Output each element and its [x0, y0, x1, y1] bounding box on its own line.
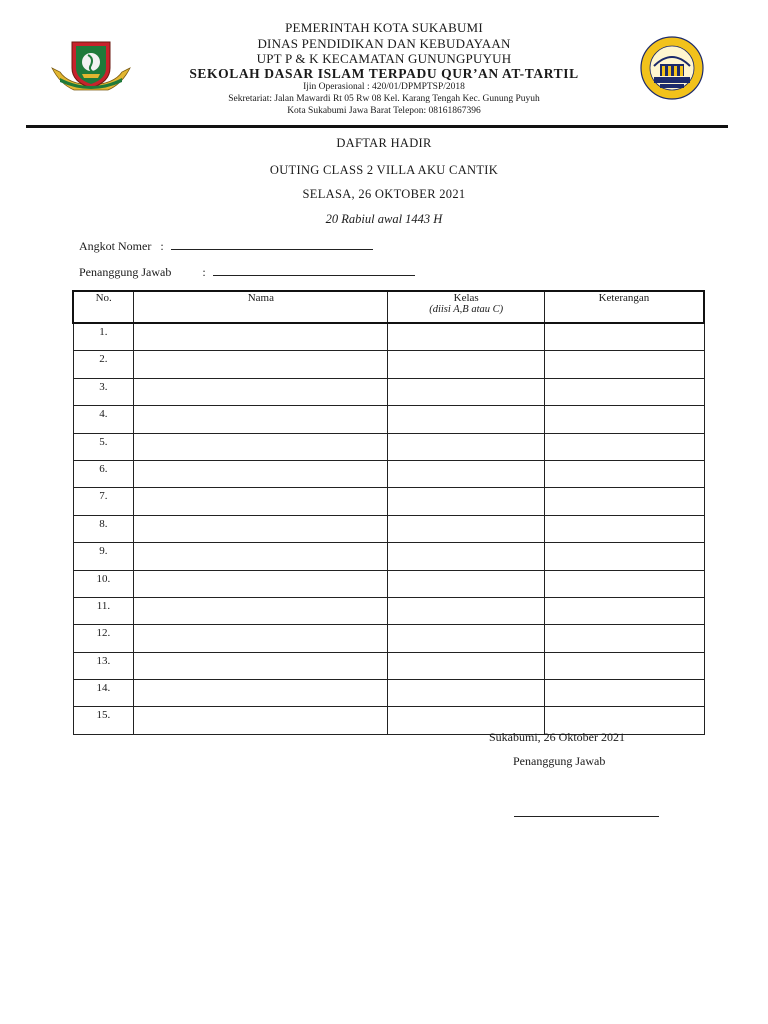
- nama-cell[interactable]: [134, 351, 388, 378]
- kelas-cell[interactable]: [388, 543, 544, 570]
- row-number: 8.: [73, 515, 134, 542]
- letterhead-school-name: SEKOLAH DASAR ISLAM TERPADU QUR’AN AT-TARTIL: [189, 66, 579, 81]
- angkot-field: [79, 239, 373, 254]
- row-number: 4.: [73, 406, 134, 433]
- letterhead-upt: UPT P & K KECAMATAN GUNUNGPUYUH: [256, 51, 512, 66]
- kelas-cell[interactable]: [388, 351, 544, 378]
- table-row: [73, 433, 704, 460]
- table-row: [73, 680, 704, 707]
- letterhead-address: Sekretariat: Jalan Mawardi Rt 05 Rw 08 Kel. Karang Tengah Kec. Gunung Puyuh: [228, 94, 540, 104]
- kelas-cell[interactable]: [388, 433, 544, 460]
- nama-cell[interactable]: [134, 323, 388, 351]
- nama-cell[interactable]: [134, 488, 388, 515]
- signature-place-date: Sukabumi, 26 Oktober 2021: [489, 730, 625, 744]
- keterangan-cell[interactable]: [544, 597, 704, 624]
- document-heading: DAFTAR HADIR: [336, 136, 432, 150]
- kelas-cell[interactable]: [388, 406, 544, 433]
- letterhead-divider: [26, 125, 728, 128]
- angkot-separator: :: [160, 239, 164, 253]
- table-row: [73, 323, 704, 351]
- nama-cell[interactable]: [134, 570, 388, 597]
- row-number: 6.: [73, 460, 134, 487]
- row-number: 1.: [73, 323, 134, 351]
- kelas-cell[interactable]: [388, 652, 544, 679]
- row-number: 13.: [73, 652, 134, 679]
- table-row: [73, 543, 704, 570]
- event-date: SELASA, 26 OKTOBER 2021: [302, 187, 466, 201]
- nama-cell[interactable]: [134, 680, 388, 707]
- angkot-blank-line[interactable]: [171, 239, 373, 250]
- nama-cell[interactable]: [134, 515, 388, 542]
- keterangan-cell[interactable]: [544, 570, 704, 597]
- letterhead-department: DINAS PENDIDIKAN DAN KEBUDAYAAN: [257, 36, 511, 51]
- kelas-cell[interactable]: [388, 625, 544, 652]
- attendance-table: [72, 290, 705, 735]
- table-row: [73, 378, 704, 405]
- table-row: [73, 460, 704, 487]
- row-number: 10.: [73, 570, 134, 597]
- letterhead-permit: Ijin Operasional : 420/01/DPMPTSP/2018: [303, 82, 465, 92]
- nama-cell[interactable]: [134, 543, 388, 570]
- keterangan-cell[interactable]: [544, 460, 704, 487]
- hijri-date: 20 Rabiul awal 1443 H: [325, 212, 443, 226]
- keterangan-cell[interactable]: [544, 543, 704, 570]
- table-row: [73, 597, 704, 624]
- kelas-cell[interactable]: [388, 570, 544, 597]
- kelas-cell[interactable]: [388, 378, 544, 405]
- nama-cell[interactable]: [134, 378, 388, 405]
- row-number: 15.: [73, 707, 134, 734]
- keterangan-cell[interactable]: [544, 433, 704, 460]
- kelas-cell[interactable]: [388, 323, 544, 351]
- table-row: [73, 652, 704, 679]
- keterangan-cell[interactable]: [544, 652, 704, 679]
- kelas-cell[interactable]: [388, 597, 544, 624]
- nama-cell[interactable]: [134, 707, 388, 734]
- header-keterangan: Keterangan: [544, 291, 704, 323]
- keterangan-cell[interactable]: [544, 323, 704, 351]
- penanggung-separator: :: [202, 265, 206, 279]
- letterhead-contact: Kota Sukabumi Jawa Barat Telepon: 08161867396: [287, 106, 481, 116]
- keterangan-cell[interactable]: [544, 351, 704, 378]
- keterangan-cell[interactable]: [544, 515, 704, 542]
- penanggung-field: [79, 265, 415, 280]
- nama-cell[interactable]: [134, 460, 388, 487]
- row-number: 9.: [73, 543, 134, 570]
- keterangan-cell[interactable]: [544, 680, 704, 707]
- table-row: [73, 625, 704, 652]
- nama-cell[interactable]: [134, 597, 388, 624]
- kelas-cell[interactable]: [388, 460, 544, 487]
- table-row: [73, 351, 704, 378]
- header-kelas-note: (diisi A,B atau C): [429, 304, 504, 315]
- header-nama: Nama: [134, 291, 388, 323]
- signature-line[interactable]: [514, 816, 659, 817]
- keterangan-cell[interactable]: [544, 378, 704, 405]
- row-number: 3.: [73, 378, 134, 405]
- kelas-cell[interactable]: [388, 488, 544, 515]
- table-header-row: [73, 291, 704, 323]
- nama-cell[interactable]: [134, 652, 388, 679]
- table-row: [73, 515, 704, 542]
- keterangan-cell[interactable]: [544, 625, 704, 652]
- row-number: 11.: [73, 597, 134, 624]
- keterangan-cell[interactable]: [544, 406, 704, 433]
- angkot-label: Angkot Nomer: [79, 239, 152, 253]
- letterhead-government: PEMERINTAH KOTA SUKABUMI: [285, 20, 483, 35]
- row-number: 2.: [73, 351, 134, 378]
- header-kelas-label: Kelas: [453, 292, 479, 304]
- nama-cell[interactable]: [134, 406, 388, 433]
- penanggung-label: Penanggung Jawab: [79, 265, 172, 279]
- table-row: [73, 488, 704, 515]
- header-no: No.: [73, 291, 134, 323]
- event-title: OUTING CLASS 2 VILLA AKU CANTIK: [269, 163, 499, 177]
- nama-cell[interactable]: [134, 625, 388, 652]
- nama-cell[interactable]: [134, 433, 388, 460]
- header-kelas: [388, 291, 544, 323]
- kelas-cell[interactable]: [388, 680, 544, 707]
- row-number: 5.: [73, 433, 134, 460]
- row-number: 7.: [73, 488, 134, 515]
- keterangan-cell[interactable]: [544, 488, 704, 515]
- signature-role: Penanggung Jawab: [513, 754, 606, 768]
- table-row: [73, 570, 704, 597]
- penanggung-blank-line[interactable]: [213, 265, 415, 276]
- row-number: 12.: [73, 625, 134, 652]
- kelas-cell[interactable]: [388, 515, 544, 542]
- row-number: 14.: [73, 680, 134, 707]
- table-row: [73, 406, 704, 433]
